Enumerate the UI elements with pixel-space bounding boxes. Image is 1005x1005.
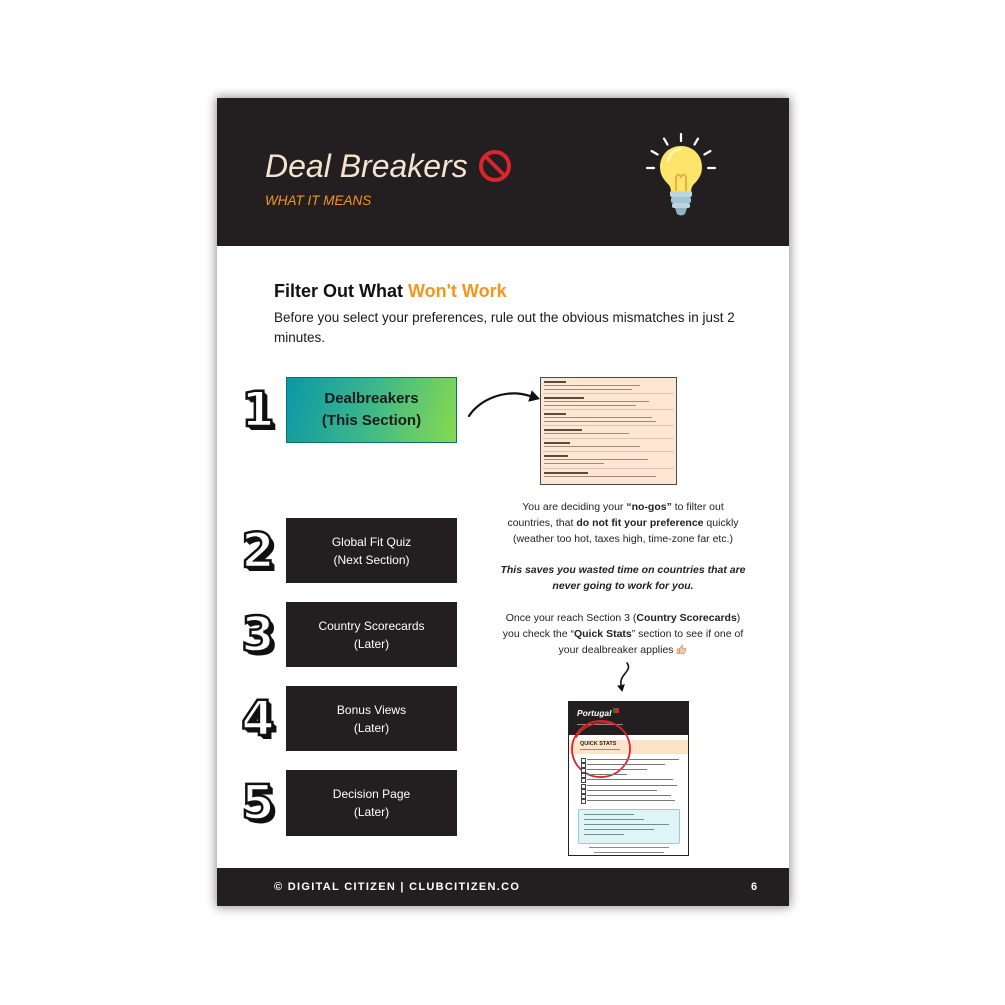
section-heading <box>274 280 507 302</box>
explanation-emphasis: Quick Stats <box>573 628 632 640</box>
preview-text-line <box>587 779 673 780</box>
step-2 <box>217 518 467 583</box>
preview-heading-line <box>544 455 568 457</box>
step-card-bonus-views <box>286 686 457 751</box>
preview-heading-line <box>544 397 584 399</box>
step-1 <box>217 377 467 443</box>
step-note: (Later) <box>353 720 390 735</box>
page-footer <box>217 868 789 906</box>
step-card-global-fit-quiz <box>286 518 457 583</box>
page-number: 6 <box>751 881 758 893</box>
preview-divider <box>543 438 674 439</box>
step-number: 2 <box>241 522 275 579</box>
preview-text-line <box>587 785 677 786</box>
step-title: Dealbreakers <box>324 390 419 407</box>
preview-text-line <box>584 819 644 820</box>
heading-lead: Filter Out What <box>274 281 408 301</box>
preview-text-line <box>587 774 627 775</box>
step-title: Decision Page <box>332 787 411 801</box>
preview-text-line <box>587 790 657 791</box>
explanation-no-gos <box>500 499 746 547</box>
step-3 <box>217 602 467 667</box>
preview-text-line <box>584 829 654 830</box>
step-note: (Later) <box>353 636 390 651</box>
step-number: 4 <box>241 690 275 747</box>
page-title: Deal Breakers <box>265 148 468 184</box>
step-card-decision-page <box>286 770 457 836</box>
step-note: (Next Section) <box>333 552 410 567</box>
preview-text-line <box>587 764 665 765</box>
prohibited-icon <box>478 149 512 183</box>
explanation-text: Once your reach Section 3 ( <box>505 612 637 624</box>
step-card-country-scorecards <box>286 602 457 667</box>
step-note: (Later) <box>353 805 390 819</box>
preview-divider <box>543 425 674 426</box>
step-5 <box>217 770 467 836</box>
explanation-emphasis: Country Scorecards <box>636 612 737 624</box>
portugal-flag-icon <box>613 708 619 713</box>
curved-arrow-icon <box>465 380 545 422</box>
preview-text-line <box>544 446 640 447</box>
step-number: 3 <box>241 606 275 663</box>
explanation-text: quickly (weather too hot, taxes high, time-zone far etc.) <box>512 517 739 545</box>
preview-heading-line <box>544 381 566 383</box>
page-header <box>217 98 789 246</box>
preview-text-line <box>544 421 656 422</box>
heading-highlight: Won't Work <box>408 281 507 301</box>
preview-text-line <box>594 852 664 853</box>
preview-text-line <box>544 459 648 460</box>
preview-heading-line <box>544 472 588 474</box>
thumbs-up-icon <box>676 644 687 655</box>
preview-text-line <box>587 769 647 770</box>
explanation-text: ” section to see if one of your dealbreaker applies <box>558 628 744 656</box>
preview-text-line <box>544 389 632 390</box>
preview-text-line <box>584 814 634 815</box>
explanation-quick-stats <box>500 610 746 658</box>
step-title: Global Fit Quiz <box>331 534 412 549</box>
intro-paragraph: Before you select your preferences, rule out the obvious mismatches in just 2 minutes. <box>274 310 735 345</box>
lightbulb-icon <box>645 125 717 218</box>
explanation-emphasis: do not fit your preference <box>576 517 704 529</box>
scorecard-info-box <box>578 809 680 844</box>
step-number: 5 <box>241 775 275 831</box>
preview-divider <box>543 393 674 394</box>
checkbox-icon <box>581 778 586 783</box>
preview-heading-line <box>544 442 570 444</box>
preview-text-line <box>584 824 669 825</box>
step-card-dealbreakers <box>286 377 457 443</box>
preview-text-line <box>544 385 640 386</box>
step-title: Bonus Views <box>336 702 407 717</box>
checkbox-icon <box>581 799 586 804</box>
worksheet-page <box>217 98 789 906</box>
quick-stats-label: QUICK STATS <box>580 741 617 747</box>
preview-heading-line <box>544 429 582 431</box>
explanation-text: to filter out countries, that <box>507 501 724 529</box>
preview-text-line <box>587 759 679 760</box>
preview-text-line <box>544 476 656 477</box>
preview-text-line <box>544 463 604 464</box>
preview-text-line <box>587 795 671 796</box>
dealbreakers-worksheet-preview <box>540 377 677 485</box>
step-title: Country Scorecards <box>318 618 425 633</box>
preview-divider <box>543 409 674 410</box>
explanation-text: ) you check the “ <box>502 612 741 640</box>
footer-credit: © DIGITAL CITIZEN | CLUBCITIZEN.CO <box>274 881 521 893</box>
explanation-time-saver: This saves you wasted time on countries that are never going to work for you. <box>500 564 746 592</box>
explanation-emphasis: “no-gos” <box>626 501 672 513</box>
preview-text-line <box>587 800 675 801</box>
scorecard-country: Portugal <box>577 708 612 718</box>
explanation-text: You are deciding your <box>522 501 627 513</box>
step-number: 1 <box>241 382 275 438</box>
step-4 <box>217 686 467 751</box>
preview-divider <box>543 468 674 469</box>
down-arrow-icon <box>610 661 636 693</box>
preview-divider <box>543 451 674 452</box>
preview-text-line <box>544 405 636 406</box>
scorecard-preview <box>568 701 689 856</box>
red-circle-highlight <box>568 718 634 780</box>
preview-text-line <box>544 401 649 402</box>
page-subtitle: WHAT IT MEANS <box>265 193 372 208</box>
preview-heading-line <box>544 413 566 415</box>
preview-text-line <box>584 834 624 835</box>
preview-text-line <box>544 417 652 418</box>
step-note: (This Section) <box>321 412 422 429</box>
preview-text-line <box>544 433 629 434</box>
preview-text-line <box>589 847 669 848</box>
